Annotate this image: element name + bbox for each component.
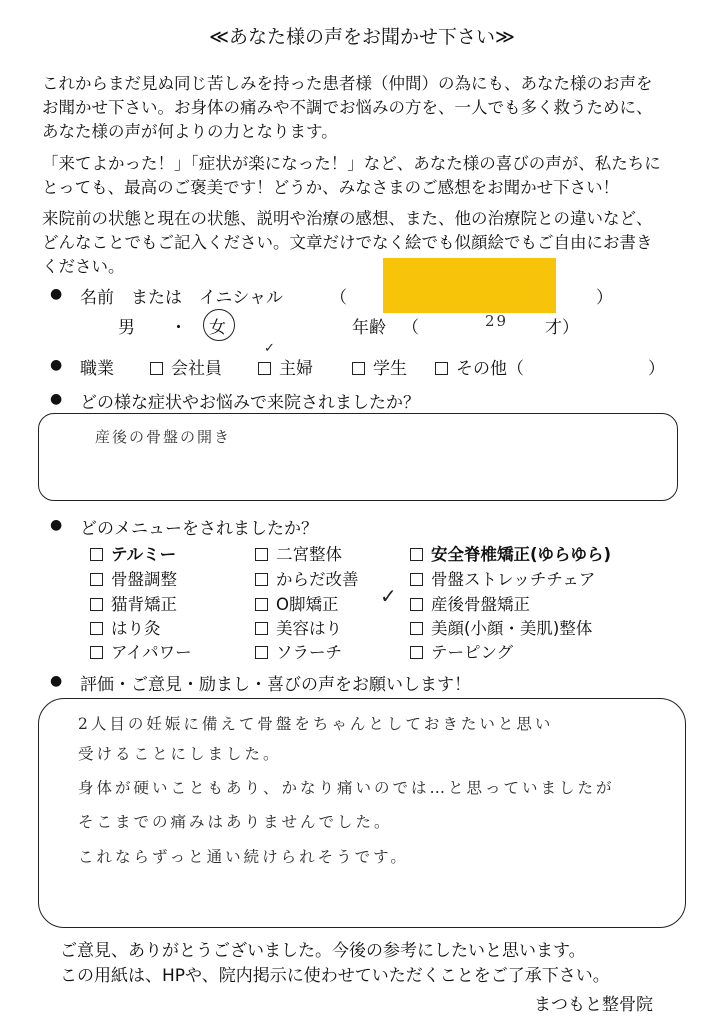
occupation-option-label: 会社員 [171, 359, 222, 379]
checkbox-icon[interactable] [352, 362, 365, 375]
occupation-option-other[interactable] [435, 354, 524, 379]
checkbox-icon[interactable] [90, 646, 103, 659]
checkbox-icon[interactable] [410, 548, 423, 561]
footer-line-1: ご意見、ありがとうございました。今後の参考にしたいと思います。 [60, 941, 586, 961]
bullet-q1: ● [50, 391, 63, 407]
name-paren-close: ） [596, 288, 613, 308]
q3-answer-line-4: そこまでの痛みはありませんでした。 [78, 813, 393, 831]
menu-item[interactable] [410, 639, 513, 663]
occupation-option-label: 主婦 [279, 359, 313, 379]
menu-item[interactable] [410, 615, 592, 639]
menu-item-label: アイパワー [111, 643, 192, 662]
bullet-q3: ● [50, 673, 63, 689]
footer-line-2: この用紙は、HPや、院内掲示に使わせていただくことをご了承下さい。 [60, 966, 610, 986]
occupation-label: 職業 [80, 359, 114, 379]
menu-item-label: テルミー [111, 545, 177, 564]
menu-item-label: 骨盤調整 [111, 570, 177, 589]
checkbox-icon[interactable] [90, 548, 103, 561]
q1-label: どの様な症状やお悩みで来院されましたか？ [80, 393, 420, 413]
menu-item-label: 産後骨盤矯正 [431, 595, 530, 614]
check-mark-icon: ✓ [264, 341, 275, 356]
age-label: 年齢 [352, 318, 386, 338]
menu-item[interactable] [255, 591, 339, 615]
q3-answer-line-2: 受けることにしました。 [78, 745, 282, 763]
menu-item-label: 安全脊椎矯正(ゆらゆら) [431, 545, 612, 564]
checkbox-icon[interactable] [255, 573, 268, 586]
form-title: ≪あなた様の声をお聞かせ下さい≫ [209, 26, 515, 48]
menu-item[interactable] [410, 541, 611, 565]
age-value: 29 [485, 312, 509, 330]
menu-item-label: 美容はり [276, 619, 342, 638]
menu-item[interactable] [410, 566, 595, 590]
bullet-q2: ● [50, 517, 63, 533]
checkbox-icon[interactable] [410, 622, 423, 635]
menu-item-label: 猫背矯正 [111, 595, 177, 614]
checkbox-icon[interactable] [255, 646, 268, 659]
q3-answer-line-1: 2人目の妊娠に備えて骨盤をちゃんとしておきたいと思い [78, 715, 554, 733]
bullet-occupation: ● [50, 357, 63, 373]
intro-line-1: これからまだ見ぬ同じ苦しみを持った患者様（仲間）の為にも、あなた様のお声を [42, 74, 653, 93]
menu-item-label: はり灸 [111, 619, 161, 638]
checkbox-icon[interactable] [90, 622, 103, 635]
q3-answer-line-5: これならずっと通い続けられそうです。 [78, 848, 409, 866]
menu-item-label: からだ改善 [276, 570, 359, 589]
menu-item[interactable] [90, 639, 192, 663]
intro-line-7: どんなことでもご記入ください。文章だけでなく絵でも似顔絵でもご自由にお書き [42, 233, 653, 252]
menu-item-label: 骨盤ストレッチチェア [431, 570, 596, 589]
menu-item[interactable] [255, 566, 359, 590]
gender-dot: ・ [170, 318, 187, 338]
age-paren-open: （ [402, 318, 419, 338]
check-mark-icon: ✓ [380, 584, 397, 608]
intro-line-8: ください。 [42, 257, 125, 276]
menu-item[interactable] [255, 615, 342, 639]
bullet-name: ● [50, 286, 63, 302]
checkbox-icon[interactable] [258, 362, 271, 375]
menu-item-label: 美顔(小顔・美肌)整体 [431, 619, 593, 638]
occupation-option-office[interactable] [150, 354, 222, 379]
menu-item[interactable] [255, 541, 342, 565]
occupation-option-label: 学生 [373, 359, 407, 379]
intro-line-6: 来院前の状態と現在の状態、説明や治療の感想、また、他の治療院との違いなど、 [42, 209, 653, 228]
occupation-option-label: その他（ [456, 359, 524, 379]
q2-label: どのメニューをされましたか？ [80, 519, 318, 539]
checkbox-icon[interactable] [255, 548, 268, 561]
menu-item[interactable] [410, 591, 530, 615]
q3-answer-line-3: 身体が硬いこともあり、かなり痛いのでは…と思っていましたが [78, 779, 615, 797]
redacted-name [383, 258, 556, 313]
menu-item-label: ソラーチ [276, 643, 342, 662]
name-label: 名前 または イニシャル [80, 288, 283, 308]
menu-item-label: O脚矯正 [276, 595, 339, 614]
intro-line-2: お聞かせ下さい。お身体の痛みや不調でお悩みの方を、一人でも多く救うために、 [42, 98, 653, 117]
checkbox-icon[interactable] [255, 598, 268, 611]
checkbox-icon[interactable] [410, 598, 423, 611]
menu-item[interactable] [90, 566, 177, 590]
occupation-paren-close: ） [648, 359, 665, 379]
checkbox-icon[interactable] [150, 362, 163, 375]
occupation-option-student[interactable] [352, 354, 407, 379]
name-paren-open: （ [330, 288, 347, 308]
checkbox-icon[interactable] [255, 622, 268, 635]
clinic-name: まつもと整骨院 [534, 995, 653, 1015]
checkbox-icon[interactable] [90, 573, 103, 586]
menu-item[interactable] [90, 541, 176, 565]
menu-item[interactable] [90, 591, 177, 615]
checkbox-icon[interactable] [410, 573, 423, 586]
checkbox-icon[interactable] [90, 598, 103, 611]
gender-female: 女 [209, 318, 226, 338]
checkbox-icon[interactable] [435, 362, 448, 375]
q3-label: 評価・ご意見・励まし・喜びの声をお願いします！ [80, 675, 471, 695]
menu-item[interactable] [90, 615, 161, 639]
age-paren-close: 才） [545, 318, 579, 338]
menu-item[interactable] [255, 639, 342, 663]
menu-item-label: 二宮整体 [276, 545, 342, 564]
gender-male: 男 [118, 318, 135, 338]
intro-line-3: あなた様の声が何よりの力となります。 [42, 122, 338, 141]
checkbox-icon[interactable] [410, 646, 423, 659]
occupation-option-housewife[interactable] [258, 354, 313, 379]
intro-line-4: 「来てよかった！」「症状が楽になった！」など、あなた様の喜びの声が、私たちに [42, 154, 661, 173]
intro-line-5: とっても、最高のご褒美です！どうか、みなさまのご感想をお聞かせ下さい！ [42, 178, 620, 197]
menu-item-label: テーピング [431, 643, 514, 662]
q1-answer: 産後の骨盤の開き [95, 428, 232, 446]
